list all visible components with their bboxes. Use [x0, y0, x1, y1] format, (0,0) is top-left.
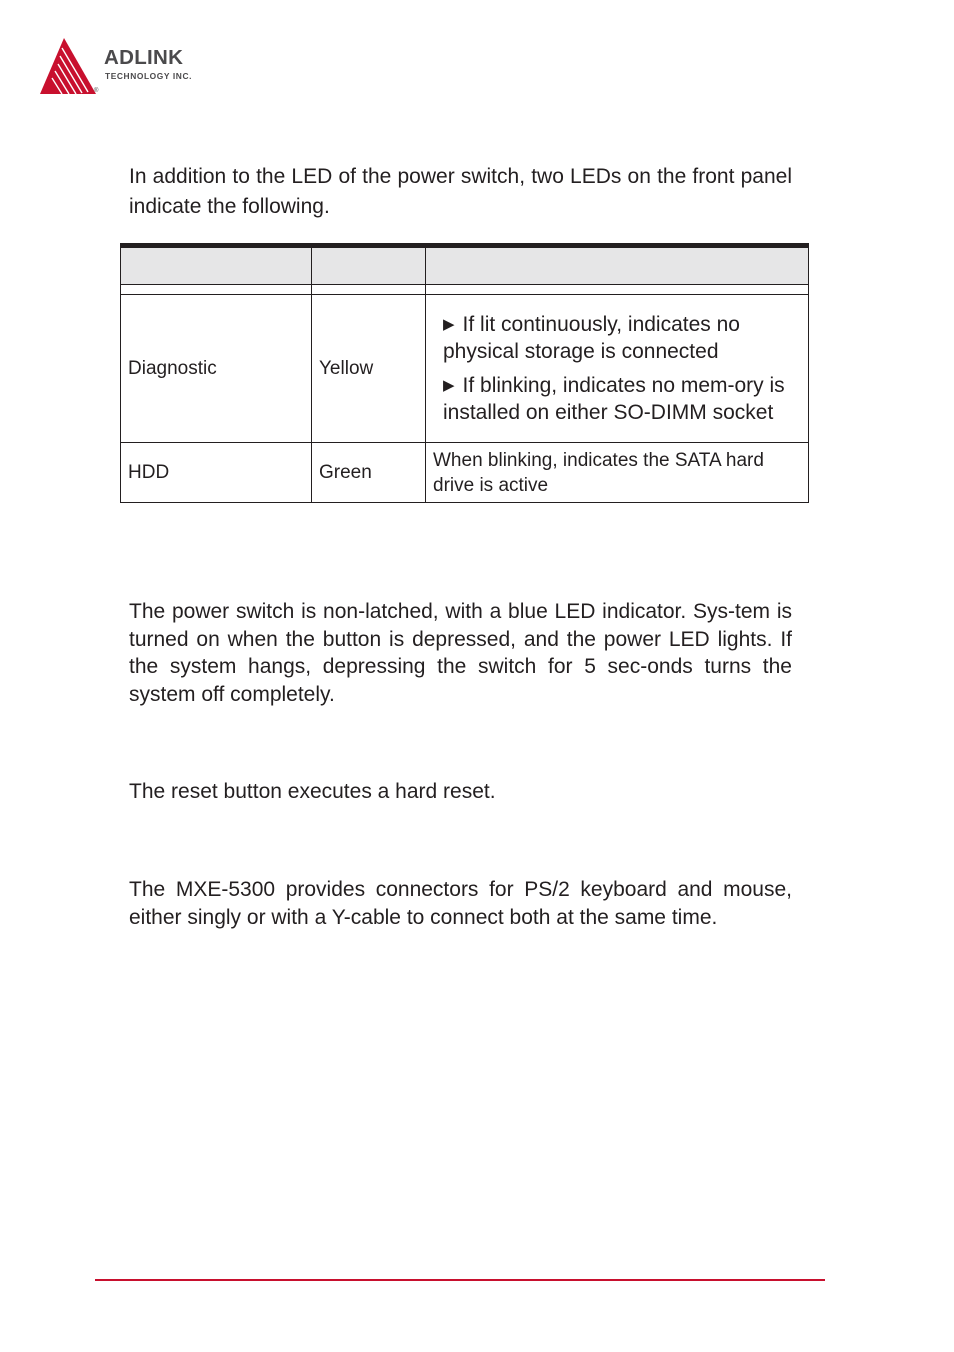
header-cell-description — [426, 246, 809, 285]
led-table — [120, 243, 809, 503]
table-row — [121, 443, 809, 503]
header-cell-color — [312, 246, 426, 285]
led-description-cell: When blinking, indicates the SATA hard drive is active — [426, 443, 809, 503]
reset-paragraph: The reset button executes a hard reset. — [129, 780, 496, 803]
triangle-bullet-icon: ▶ — [443, 376, 455, 394]
table-header-row — [121, 246, 809, 285]
bullet-text: If blinking, indicates no mem-ory is installed on either SO-DIMM socket — [443, 373, 785, 424]
bullet-item — [443, 311, 800, 366]
led-name-cell: HDD — [121, 443, 312, 503]
adlink-triangle-icon — [38, 36, 102, 100]
led-color-cell: Green — [312, 443, 426, 503]
table-spacer-row — [121, 285, 809, 295]
logo-subtitle: TECHNOLOGY INC. — [105, 71, 193, 81]
footer-divider — [95, 1279, 825, 1281]
triangle-bullet-icon: ▶ — [443, 315, 455, 333]
logo-registered-mark: ® — [94, 88, 99, 94]
ps2-paragraph: The MXE-5300 provides connectors for PS/2 keyboard and mouse, either singly or with a Y-cable to connect both at the same time. — [129, 878, 792, 929]
logo-name: ADLINK — [104, 46, 184, 69]
table-row — [121, 295, 809, 443]
bullet-text: If lit continuously, indicates no physical storage is connected — [443, 312, 740, 363]
bullet-item — [443, 372, 800, 427]
led-description-cell — [426, 295, 809, 443]
led-color-cell: Yellow — [312, 295, 426, 443]
intro-paragraph: In addition to the LED of the power switch, two LEDs on the front panel indicate the following. — [129, 165, 792, 218]
led-name-cell: Diagnostic — [121, 295, 312, 443]
header-cell-led — [121, 246, 312, 285]
adlink-logo — [38, 36, 238, 100]
power-switch-paragraph: The power switch is non-latched, with a blue LED indicator. Sys-tem is turned on when the button is depressed, and the power LED lights. If the system hangs, depressing the switch for 5 sec-onds turns the system off completely. — [129, 600, 792, 706]
